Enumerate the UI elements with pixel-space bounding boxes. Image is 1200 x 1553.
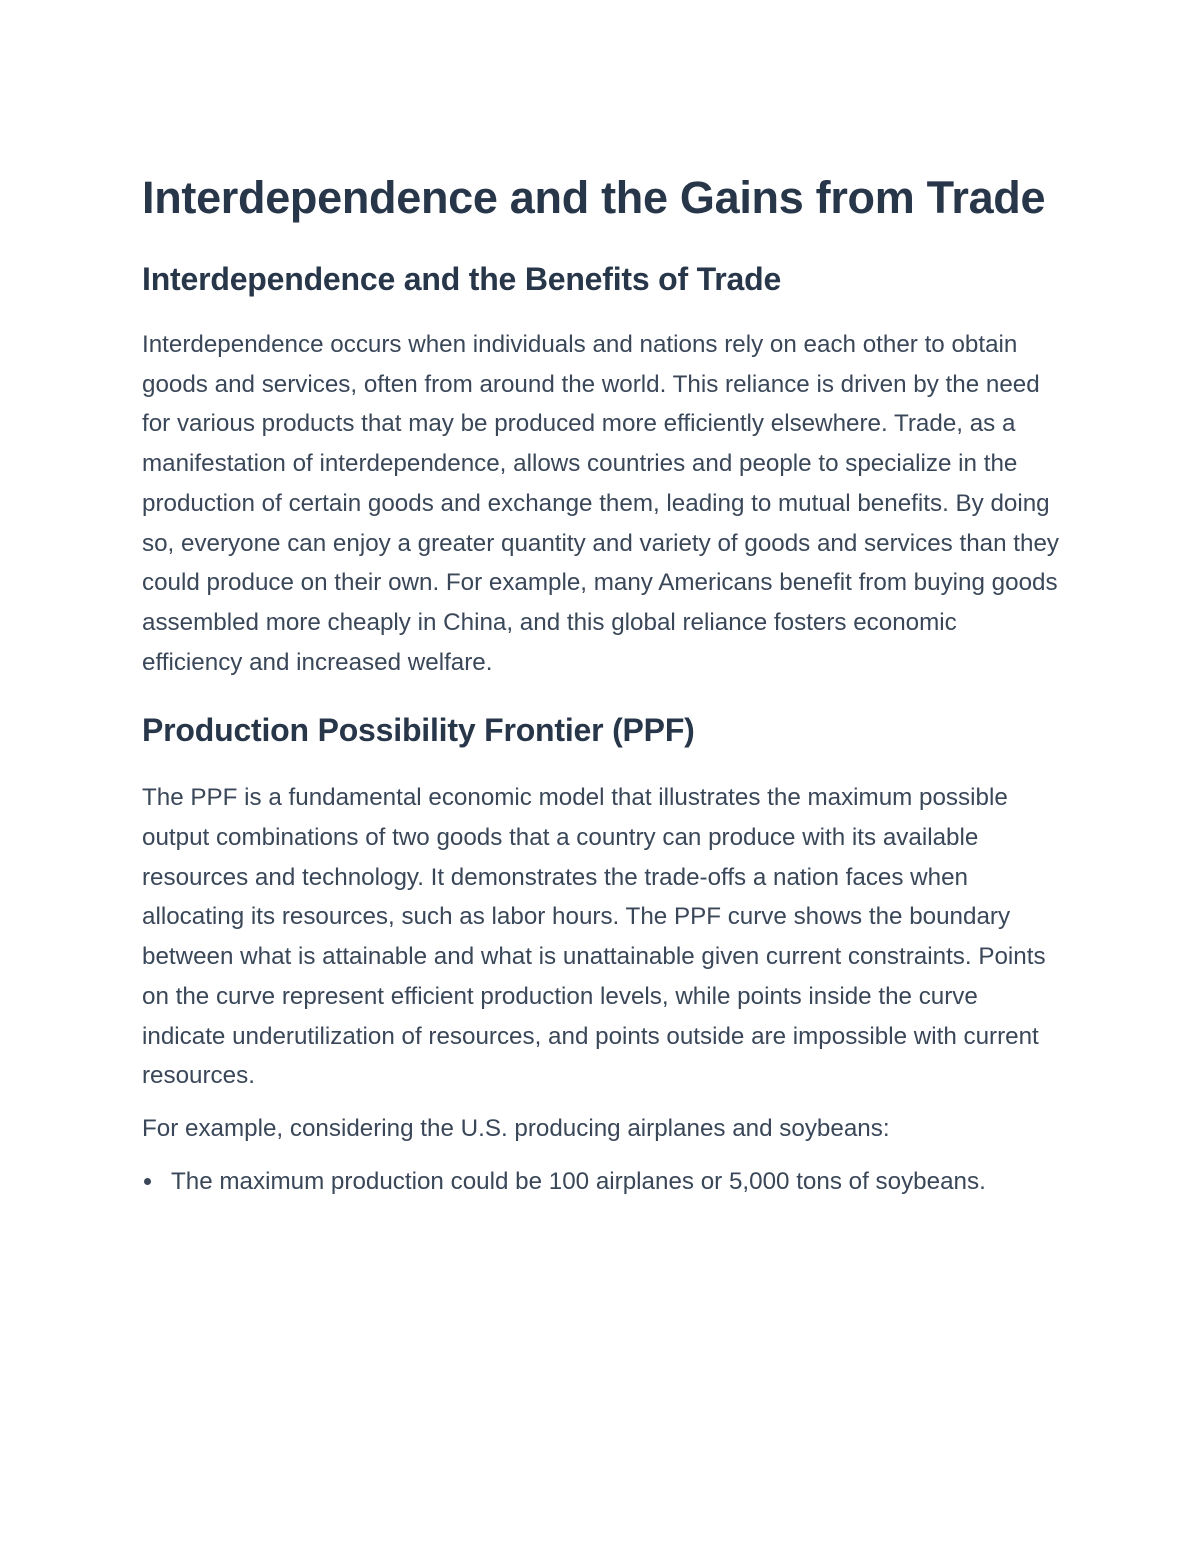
paragraph-ppf-definition: The PPF is a fundamental economic model that illustrates the maximum possible output combinations of two goods that a country can produce with its available resources and technology. It demonstrates the trade-offs a nation faces when allocating its resources, such as labor hours. The PPF curve shows the boundary between what is attainable and what is unattainable given current constraints. Points on the curve represent efficient production levels, while points inside the curve indicate underutilization of resources, and points outside are impossible with current resources. [142,784,1046,1090]
page-title: Interdependence and the Gains from Trade [142,172,1046,223]
bullet-dot-icon [144,1178,151,1185]
bullet-list [142,1162,1060,1202]
list-item [142,1162,1060,1202]
list-item-text: The maximum production could be 100 airplanes or 5,000 tons of soybeans. [171,1167,986,1195]
section-heading-ppf: Production Possibility Frontier (PPF) [142,712,695,749]
section-heading-benefits-of-trade: Interdependence and the Benefits of Trade [142,261,782,297]
paragraph-interdependence: Interdependence occurs when individuals and nations rely on each other to obtain goods and services, often from around the world. This reliance is driven by the need for various products that may be produced more efficiently elsewhere. Trade, as a manifestation of interdependence, allows countries and people to specialize in the production of certain goods and exchange them, leading to mutual benefits. By doing so, everyone can enjoy a greater quantity and variety of goods and services than they could produce on their own. For example, many Americans benefit from buying goods assembled more cheaply in China, and this global reliance fosters economic efficiency and increased welfare. [142,331,1059,676]
document-page [142,166,1060,1201]
paragraph-ppf-example-intro: For example, considering the U.S. producing airplanes and soybeans: [142,1114,890,1142]
